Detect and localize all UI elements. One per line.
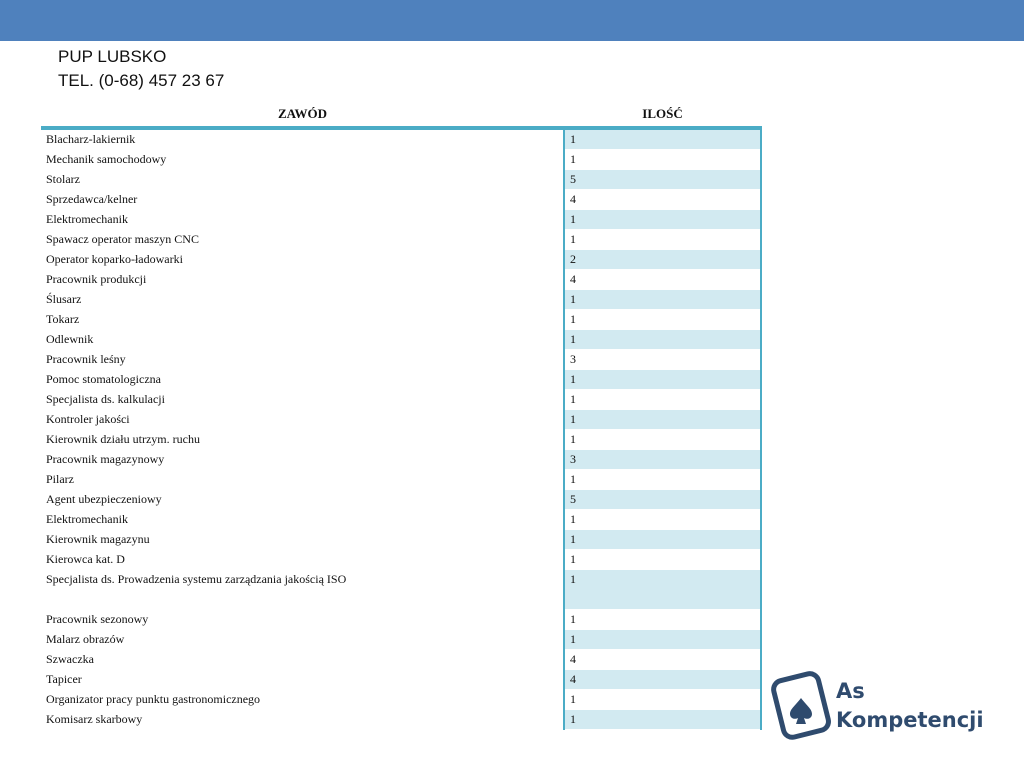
job-cell: Pracownik leśny	[41, 350, 564, 370]
job-cell: Spawacz operator maszyn CNC	[41, 230, 564, 250]
card-spade-icon	[768, 668, 838, 742]
top-banner	[0, 0, 1024, 41]
qty-cell: 1	[564, 230, 761, 250]
qty-cell: 4	[564, 190, 761, 210]
qty-cell: 1	[564, 530, 761, 550]
jobs-table	[41, 102, 762, 730]
table-row	[41, 710, 761, 730]
qty-cell: 4	[564, 650, 761, 670]
table-row	[41, 310, 761, 330]
qty-cell: 1	[564, 630, 761, 650]
qty-cell: 1	[564, 290, 761, 310]
job-cell: Elektromechanik	[41, 210, 564, 230]
job-cell: Komisarz skarbowy	[41, 710, 564, 730]
qty-cell: 5	[564, 490, 761, 510]
qty-cell: 2	[564, 250, 761, 270]
job-cell: Tapicer	[41, 670, 564, 690]
job-cell: Odlewnik	[41, 330, 564, 350]
page-title	[58, 45, 224, 93]
table-row	[41, 630, 761, 650]
table-row	[41, 650, 761, 670]
qty-cell: 4	[564, 670, 761, 690]
qty-cell: 1	[564, 410, 761, 430]
table-row	[41, 430, 761, 450]
job-cell: Pracownik sezonowy	[41, 610, 564, 630]
table-row	[41, 370, 761, 390]
job-cell: Pracownik magazynowy	[41, 450, 564, 470]
job-cell: Pilarz	[41, 470, 564, 490]
job-cell: Stolarz	[41, 170, 564, 190]
qty-cell: 1	[564, 310, 761, 330]
qty-cell: 1	[564, 128, 761, 150]
job-cell: Specjalista ds. kalkulacji	[41, 390, 564, 410]
table-row	[41, 510, 761, 530]
qty-cell: 1	[564, 150, 761, 170]
logo-text-line-2: Kompetencji	[836, 708, 984, 732]
job-cell: Blacharz-lakiernik	[41, 128, 564, 150]
qty-cell: 5	[564, 170, 761, 190]
job-cell: Mechanik samochodowy	[41, 150, 564, 170]
title-line-2: TEL. (0-68) 457 23 67	[58, 71, 225, 90]
table-row	[41, 470, 761, 490]
logo-text	[836, 677, 984, 735]
qty-cell: 1	[564, 370, 761, 390]
qty-cell: 3	[564, 350, 761, 370]
column-header-job: ZAWÓD	[41, 102, 564, 128]
table-row	[41, 530, 761, 550]
column-header-qty: ILOŚĆ	[564, 102, 761, 128]
qty-cell: 4	[564, 270, 761, 290]
table-row	[41, 390, 761, 410]
job-cell: Elektromechanik	[41, 510, 564, 530]
job-cell: Kierownik magazynu	[41, 530, 564, 550]
qty-cell: 1	[564, 470, 761, 490]
job-cell: Sprzedawca/kelner	[41, 190, 564, 210]
table-row	[41, 128, 761, 150]
job-cell: Ślusarz	[41, 290, 564, 310]
job-cell: Kontroler jakości	[41, 410, 564, 430]
job-cell: Kierownik działu utrzym. ruchu	[41, 430, 564, 450]
table-row	[41, 610, 761, 630]
table-row	[41, 410, 761, 430]
table-row	[41, 570, 761, 610]
table-row	[41, 210, 761, 230]
job-cell: Operator koparko-ładowarki	[41, 250, 564, 270]
qty-cell: 1	[564, 610, 761, 630]
job-cell: Pracownik produkcji	[41, 270, 564, 290]
table-row	[41, 550, 761, 570]
qty-cell: 1	[564, 550, 761, 570]
job-cell: Pomoc stomatologiczna	[41, 370, 564, 390]
job-cell: Kierowca kat. D	[41, 550, 564, 570]
job-cell: Szwaczka	[41, 650, 564, 670]
table-row	[41, 350, 761, 370]
qty-cell: 1	[564, 690, 761, 710]
qty-cell: 1	[564, 390, 761, 410]
table-row	[41, 250, 761, 270]
job-cell: Specjalista ds. Prowadzenia systemu zarządzania jakością ISO	[41, 570, 564, 610]
table-row	[41, 150, 761, 170]
job-cell: Malarz obrazów	[41, 630, 564, 650]
qty-cell: 1	[564, 430, 761, 450]
qty-cell: 1	[564, 570, 761, 610]
table-row	[41, 170, 761, 190]
logo-text-line-1: As	[836, 679, 865, 703]
job-cell: Agent ubezpieczeniowy	[41, 490, 564, 510]
qty-cell: 1	[564, 330, 761, 350]
qty-cell: 1	[564, 510, 761, 530]
table-row	[41, 270, 761, 290]
table-row	[41, 190, 761, 210]
title-line-1: PUP LUBSKO	[58, 47, 167, 66]
table-row	[41, 450, 761, 470]
table-row	[41, 690, 761, 710]
job-cell: Organizator pracy punktu gastronomicznego	[41, 690, 564, 710]
qty-cell: 1	[564, 210, 761, 230]
qty-cell: 3	[564, 450, 761, 470]
qty-cell: 1	[564, 710, 761, 730]
table-header-row	[41, 102, 761, 128]
table-row	[41, 490, 761, 510]
jobs-table-container	[41, 102, 761, 730]
table-row	[41, 670, 761, 690]
table-row	[41, 230, 761, 250]
job-cell: Tokarz	[41, 310, 564, 330]
table-row	[41, 290, 761, 310]
table-row	[41, 330, 761, 350]
